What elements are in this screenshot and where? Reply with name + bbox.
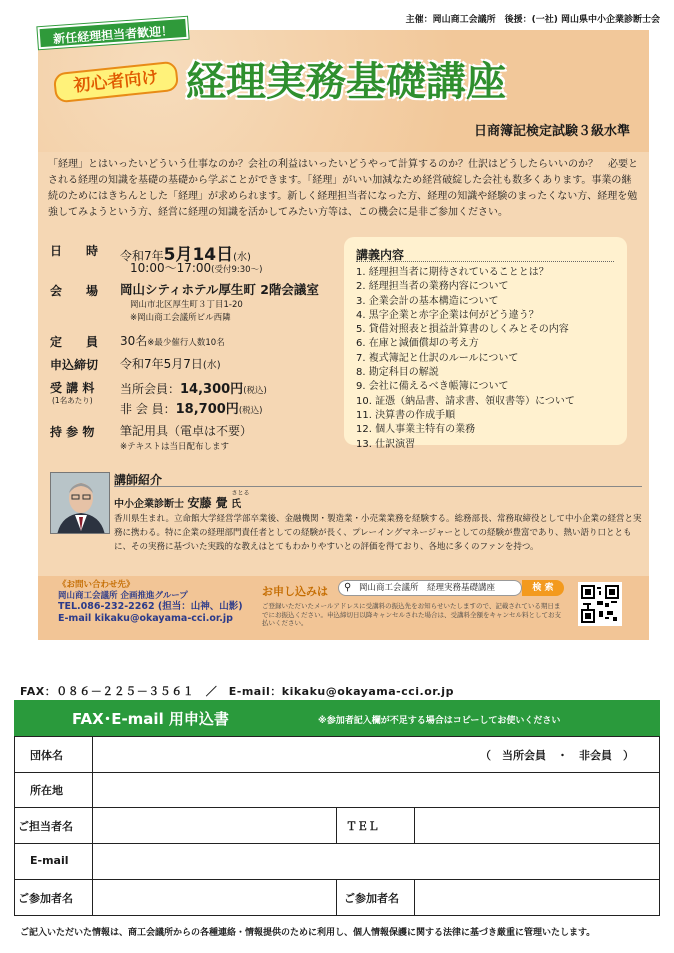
form-note: ※参加者記入欄が不足する場合はコピーしてお使いください: [318, 716, 561, 726]
contact-tel: TEL.086-232-2262 (担当：山神、山影): [58, 601, 243, 612]
participant-field-2[interactable]: [415, 880, 659, 916]
membership-option[interactable]: （ 当所会員 ・ 非会員 ）: [480, 749, 634, 762]
instructor-honorific: 氏: [231, 499, 242, 510]
bring-value: 筆記用具（電卓は不要）: [120, 424, 253, 438]
date-dow: (水): [233, 252, 251, 263]
lecture-item: 8. 勘定科目の解説: [356, 367, 439, 379]
participant-label-1: ご参加者名: [18, 892, 73, 905]
time-range: 10:00～17:00: [130, 261, 212, 275]
email-field[interactable]: [93, 844, 659, 879]
form-col-divider: [336, 879, 337, 916]
fee-member-label: 当所会員：: [120, 382, 181, 396]
venue-note: ※岡山商工会議所ビル西隣: [130, 313, 231, 323]
address-label: 所在地: [30, 784, 63, 797]
venue-label: 会 場: [50, 284, 99, 298]
apply-label: お申し込みは: [262, 585, 328, 598]
date-big: 5月14日: [163, 245, 234, 265]
lecture-item: 1. 経理担当者に期待されていることとは？: [356, 267, 549, 278]
contact-person-field[interactable]: [93, 808, 336, 843]
fee-nonmember-tax: (税込): [238, 406, 263, 416]
search-box[interactable]: [338, 580, 522, 596]
lecture-list: [356, 266, 621, 452]
email-label: E-mail: [30, 854, 69, 867]
instructor-photo: [50, 472, 110, 534]
capacity-label: 定 員: [50, 335, 99, 349]
sponsor-line: 主催：岡山商工会議所 後援：(一社) 岡山県中小企業診断士会: [405, 15, 660, 25]
org-label: 団体名: [30, 749, 63, 762]
form-col-divider: [336, 807, 337, 843]
page-title: 経理実務基礎講座: [186, 59, 506, 105]
contact-heading: 《お問い合わせ先》: [58, 580, 135, 590]
instructor-name-line: [114, 490, 250, 511]
time-value: [130, 259, 262, 276]
lecture-item: 3. 企業会計の基本構造について: [356, 295, 499, 307]
contact-org: 岡山商工会議所 企画推進グループ: [58, 590, 188, 601]
instructor-title: 中小企業診断士: [114, 499, 184, 510]
fee-member-value: 14,300円: [180, 382, 244, 397]
fee-nonmember: [120, 398, 262, 417]
lecture-item: 5. 貸借対照表と損益計算書のしくみとその内容: [356, 324, 569, 336]
welcome-badge: 新任経理担当者歓迎！: [37, 17, 188, 49]
tel-label: ＴＥＬ: [346, 820, 379, 833]
capacity-number: 30名: [120, 334, 148, 348]
fee-sub: (1名あたり): [52, 396, 93, 405]
lecture-item: 4. 黒字企業と赤字企業は何がどう違う？: [356, 309, 539, 321]
bring-label: 持 参 物: [50, 425, 95, 439]
instructor-bio: 香川県生まれ。立命館大学経営学部卒業後、金融機関・製造業・小売業業務を経験する。総務部長、常務取締役として中小企業の経営と実務に携わる。特に企業の経理部門責任者としての経験が長く、プレーイングマネージャーとしての経験が豊富であり、熱い語り口とともに、その実務に基づいた実践的な教えはとてもわかりやすいとの評価を得ており、各地に多くのファンを持つ。: [114, 514, 642, 552]
instructor-ruby: さとる: [231, 490, 250, 497]
privacy-disclaimer: ご記入いただいた情報は、商工会議所からの各種連絡・情報提供のために利用し、個人情報保護に関する法律に基づき厳重に管理いたします。: [20, 928, 596, 938]
date-era: 令和7年: [120, 249, 164, 263]
qr-code[interactable]: [578, 582, 622, 626]
form-title: FAX･E-mail 用申込書: [72, 710, 229, 728]
venue-address: 岡山市北区厚生町３丁目1-20: [130, 300, 243, 310]
instructor-heading: 講師紹介: [114, 473, 163, 487]
search-text: 岡山商工会議所 経理実務基礎講座: [359, 583, 496, 593]
instructor-name-text: 安藤 覺: [187, 496, 228, 510]
contact-person-label: ご担当者名: [18, 820, 73, 833]
lecture-item: 9. 会社に備えるべき帳簿について: [356, 381, 509, 393]
lecture-item: 11. 決算書の作成手順: [356, 409, 456, 421]
search-button[interactable]: 検 索: [522, 580, 564, 596]
deadline-dow: (水): [202, 360, 221, 371]
fax-email-line: FAX：０８６－２２５－３５６１ ／ E-mail：kikaku@okayama-cci.or.jp: [20, 685, 454, 698]
fee-member-tax: (税込): [243, 386, 267, 396]
venue-value: 岡山シティホテル厚生町 2階会議室: [120, 282, 319, 297]
fee-nonmember-value: 18,700円: [175, 402, 239, 417]
fee-member: [120, 378, 267, 397]
instructor-divider: [114, 486, 642, 487]
bring-note: ※テキストは当日配布します: [120, 442, 229, 452]
deadline-label: 申込締切: [50, 358, 99, 372]
contact-block: [58, 580, 248, 625]
date-label: 日 時: [50, 244, 99, 258]
participant-field-1[interactable]: [93, 880, 336, 916]
deadline-date: 令和7年5月7日: [120, 357, 203, 371]
tel-field[interactable]: [415, 808, 659, 843]
beginner-badge: 初心者向け: [53, 61, 179, 104]
lecture-item: 6. 在庫と減価償却の考え方: [356, 338, 479, 350]
address-field[interactable]: [93, 773, 659, 807]
lecture-divider: [356, 261, 614, 262]
lecture-item: 2. 経理担当者の業務内容について: [356, 281, 509, 293]
instructor-name: [187, 490, 250, 510]
lecture-item: 7. 複式簿記と仕訳のルールについて: [356, 352, 519, 364]
apply-note: ご登録いただいたメールアドレスに受講料の振込先をお知らせいたしますので、記載されている期日までにお振込ください。申込締切日以降キャンセルされた場合は、受講料全額をキャンセル料としてお支払いください。: [262, 602, 561, 627]
capacity-note: ※最少催行人数10名: [147, 338, 225, 348]
lecture-item: 12. 個人事業主特有の業務: [356, 424, 476, 436]
intro-paragraph: 「経理」とはいったいどういう仕事なのか？会社の利益はいったいどうやって計算するのか？仕訳はどうしたらいいのか？ 必要とされる経理の知識を基礎の基礎から学ぶことができます。「経理」がいい加減なため経営破綻した会社も数多くあります。事業の継続のためにはきちんとした「経理」が求められます。新しく経理担当者になった方、経理の知識や経験のまったくない方、経理を勉強してみようという方、経営に経理の知識を活かしてみたい方等は、この機会に是非ご参加ください。: [48, 159, 638, 218]
contact-email: E-mail kikaku@okayama-cci.or.jp: [58, 613, 233, 624]
time-note: (受付9:30～): [211, 265, 263, 275]
lecture-title: 講義内容: [356, 248, 405, 262]
deadline-value: [120, 355, 221, 372]
participant-label-2: ご参加者名: [344, 892, 399, 905]
fee-nonmember-label: 非 会 員：: [120, 402, 176, 416]
lecture-item: 10. 証憑（納品書、請求書、領収書等）について: [356, 395, 575, 407]
fee-label: 受 講 料: [50, 381, 95, 395]
lecture-item: 13. 仕訳演習: [356, 438, 416, 450]
level-subtitle: 日商簿記検定試験３級水準: [473, 124, 630, 139]
capacity-value: [120, 332, 225, 349]
search-icon: ⚲: [344, 582, 352, 593]
